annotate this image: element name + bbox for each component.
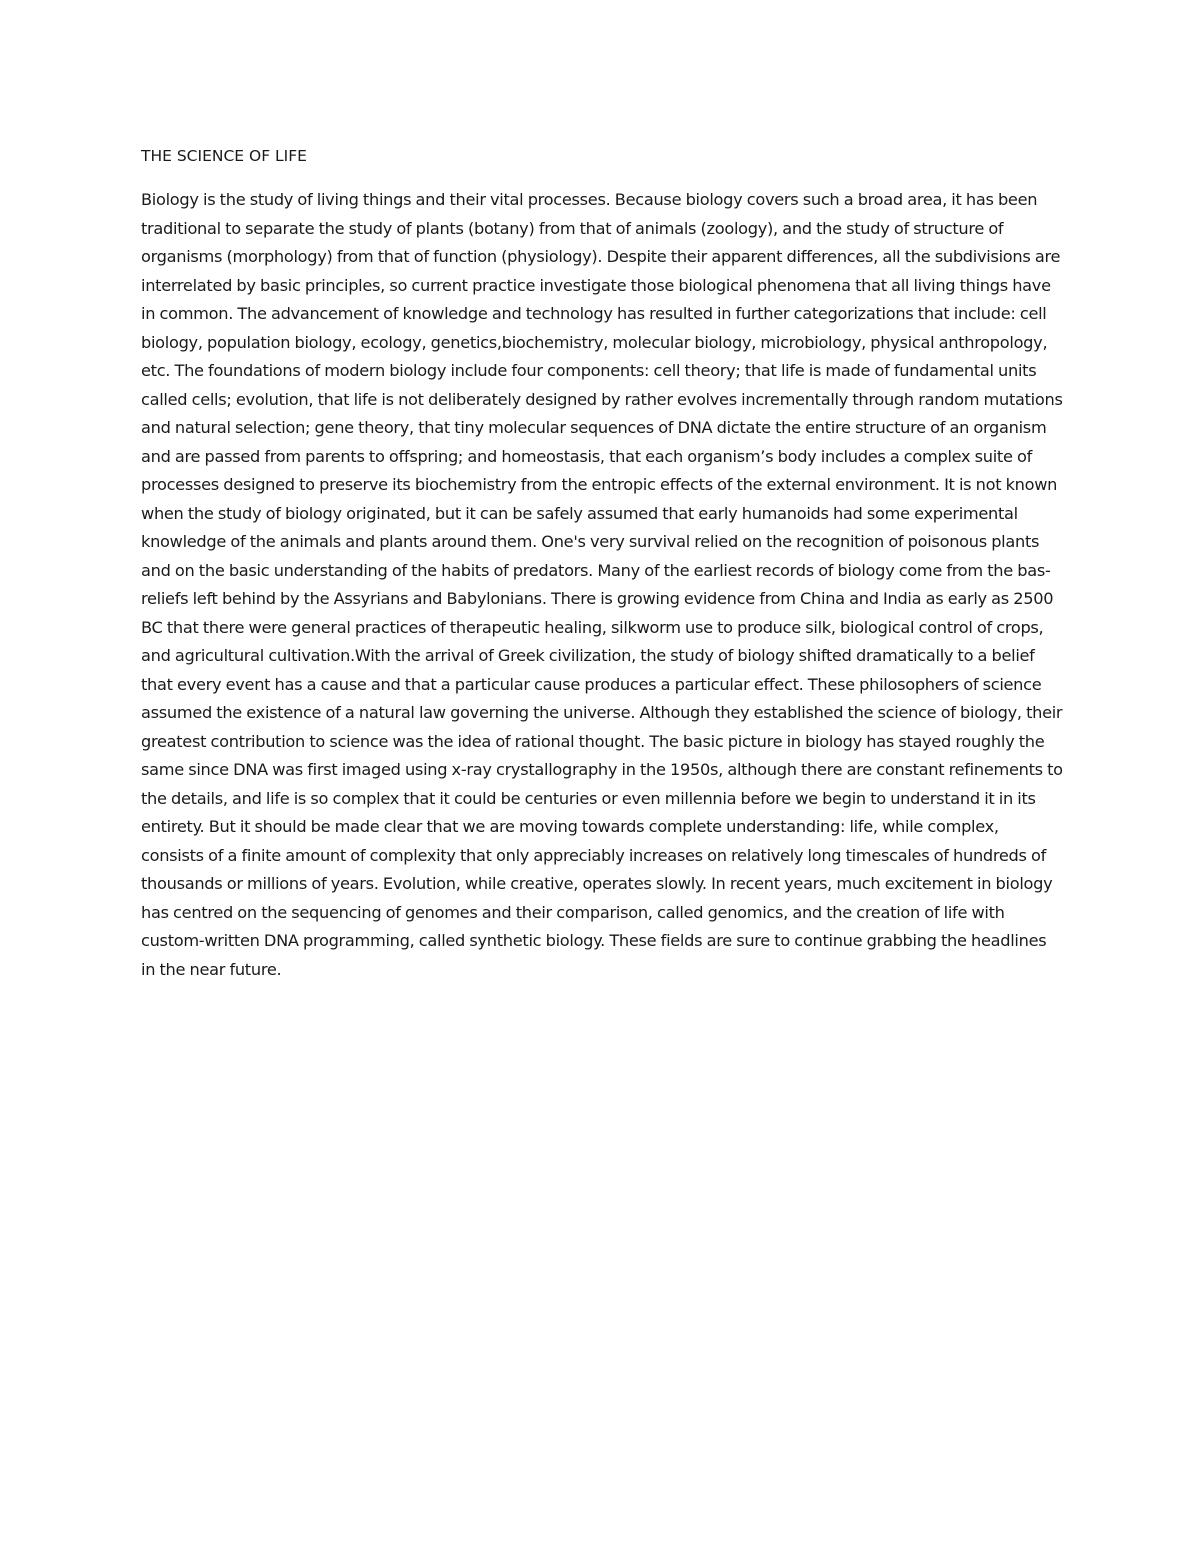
document-body-paragraph: Biology is the study of living things and their vital processes. Because biology covers such a broad area, it has been traditional to separate the study of plants (botany) from that of animals (zoology), and the study of structure of organisms (morphology) from that of function (physiology). Despite their apparent differences, all the subdivisions are interrelated by basic principles, so current practice investigate those biological phenomena that all living things have in common. The advancement of knowledge and technology has resulted in further categorizations that include: cell biology, population biology, ecology, genetics,biochemistry, molecular biology, microbiology, physical anthropology, etc. The foundations of modern biology include four components: cell theory; that life is made of fundamental units called cells; evolution, that life is not deliberately designed by rather evolves incrementally through random mutations and natural selection; gene theory, that tiny molecular sequences of DNA dictate the entire structure of an organism and are passed from parents to offspring; and homeostasis, that each organism’s body includes a complex suite of processes designed to preserve its biochemistry from the entropic effects of the external environment. It is not known when the study of biology originated, but it can be safely assumed that early humanoids had some experimental knowledge of the animals and plants around them. One's very survival relied on the recognition of poisonous plants and on the basic understanding of the habits of predators. Many of the earliest records of biology come from the bas-reliefs left behind by the Assyrians and Babylonians. There is growing evidence from China and India as early as 2500 BC that there were general practices of therapeutic healing, silkworm use to produce silk, biological control of crops, and agricultural cultivation.With the arrival of Greek civilization, the study of biology shifted dramatically to a belief that every event has a cause and that a particular cause produces a particular effect. These philosophers of science assumed the existence of a natural law governing the universe. Although they established the science of biology, their greatest contribution to science was the idea of rational thought. The basic picture in biology has stayed roughly the same since DNA was first imaged using x-ray crystallography in the 1950s, although there are constant refinements to the details, and life is so complex that it could be centuries or even millennia before we begin to understand it in its entirety. But it should be made clear that we are moving towards complete understanding: life, while complex, consists of a finite amount of complexity that only appreciably increases on relatively long timescales of hundreds of thousands or millions of years. Evolution, while creative, operates slowly. In recent years, much excitement in biology has centred on the sequencing of genomes and their comparison, called genomics, and the creation of life with custom-written DNA programming, called synthetic biology. These fields are sure to continue grabbing the headlines in the near future. <box>141 190 1063 979</box>
document-title: THE SCIENCE OF LIFE <box>141 147 307 165</box>
